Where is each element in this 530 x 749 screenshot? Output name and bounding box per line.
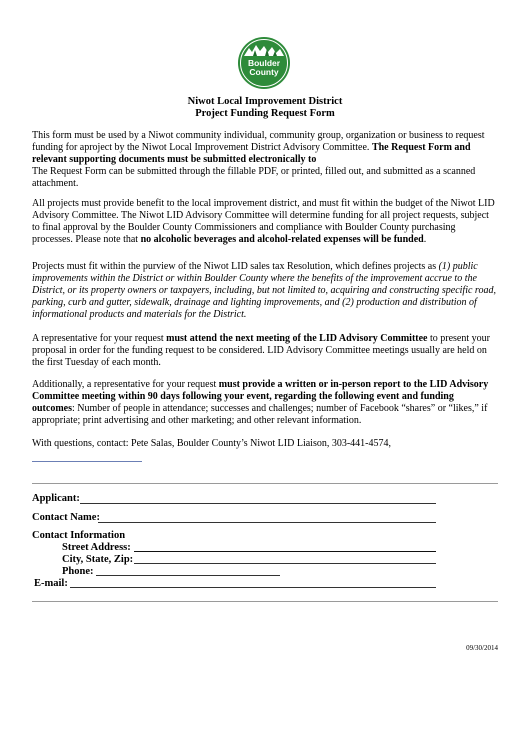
phone-label: Phone: bbox=[62, 566, 94, 577]
boulder-county-logo bbox=[238, 37, 290, 89]
report-text: Additionally, a representative for your request bbox=[32, 379, 219, 390]
report-emphasis: must provide a written or in-person report to the LID Advisory Committee meeting within 90 days following your event, regarding the following event and funding outcomes bbox=[32, 379, 489, 414]
email-field[interactable] bbox=[70, 587, 436, 588]
logo-text-line2: County bbox=[249, 67, 279, 77]
email-label: E-mail: bbox=[34, 578, 68, 589]
phone-field[interactable] bbox=[96, 575, 280, 576]
document-title: Niwot Local Improvement District bbox=[187, 96, 343, 107]
applicant-field[interactable] bbox=[80, 503, 436, 504]
report-text-rest: : Number of people in attendance; successes and challenges; number of Facebook “shares” or “likes,” if appropriate; print advertising and other marketing; and other relevant information. bbox=[32, 403, 488, 426]
attendance-emphasis: must attend the next meeting of the LID Advisory Committee bbox=[166, 333, 428, 344]
contact-paragraph: With questions, contact: Pete Salas, Boulder County’s Niwot LID Liaison, 303-441-4574, bbox=[32, 438, 391, 449]
attendance-paragraph bbox=[32, 333, 498, 369]
revision-date: 09/30/2014 bbox=[466, 644, 498, 652]
form-divider-top bbox=[32, 483, 498, 484]
intro-paragraph bbox=[32, 130, 498, 190]
contact-information-heading: Contact Information bbox=[32, 530, 126, 541]
attendance-text-rest: to present your proposal in order for the funding request to be considered. LID Advisory Committee meetings usually are held on the first Tuesday of each month. bbox=[32, 333, 490, 368]
benefit-period: . bbox=[423, 234, 427, 245]
benefit-paragraph bbox=[32, 198, 498, 246]
intro-submission-text: The Request Form can be submitted through the fillable PDF, or printed, filled out, and submitted as a scanned attachment. bbox=[32, 166, 476, 189]
purview-paragraph bbox=[32, 261, 498, 321]
city-state-zip-field[interactable] bbox=[134, 563, 436, 564]
street-address-field[interactable] bbox=[134, 551, 436, 552]
city-state-zip-label: City, State, Zip: bbox=[62, 554, 134, 565]
contact-name-field[interactable] bbox=[98, 522, 436, 523]
attendance-text: A representative for your request bbox=[32, 333, 167, 344]
alcohol-notice: no alcoholic beverages and alcohol-related expenses will be funded bbox=[140, 234, 424, 245]
contact-name-label: Contact Name: bbox=[32, 512, 100, 523]
email-link-underline[interactable] bbox=[32, 461, 142, 462]
purview-definition: (1) public improvements within the District or within Boulder County where the benefits of the improvement accrue to the District, or its property owners or taxpayers, including, but not limited to, acquiring and constructing specific road, parking, curb and gutter, sidewalk, drainage and lighting improvements, and (2) production and distribution of informational products and materials for the District. bbox=[32, 261, 496, 320]
applicant-label: Applicant: bbox=[32, 493, 80, 504]
form-divider-bottom bbox=[32, 601, 498, 602]
benefit-text: All projects must provide benefit to the local improvement district, and must fit within the budget of the Niwot LID Advisory Committee. The Niwot LID Advisory Committee will determine funding for all project requests, subject to final approval by the Boulder County Commissioners and compliance with Boulder County purchasing processes. Please note that bbox=[32, 198, 495, 245]
intro-text: This form must be used by a Niwot community individual, community group, organization or business to request funding for aproject by the Niwot Local Improvement District Advisory Committee. bbox=[32, 130, 485, 153]
mountain-trees-icon bbox=[244, 42, 284, 56]
report-paragraph bbox=[32, 379, 498, 427]
street-address-label: Street Address: bbox=[62, 542, 131, 553]
logo-text-line1: Boulder bbox=[247, 58, 281, 68]
intro-emphasis: The Request Form and relevant supporting documents must be submitted electronically to bbox=[32, 142, 471, 165]
purview-text: Projects must fit within the purview of the Niwot LID sales tax Resolution, which defines projects as bbox=[32, 261, 439, 272]
document-subtitle: Project Funding Request Form bbox=[195, 108, 335, 119]
